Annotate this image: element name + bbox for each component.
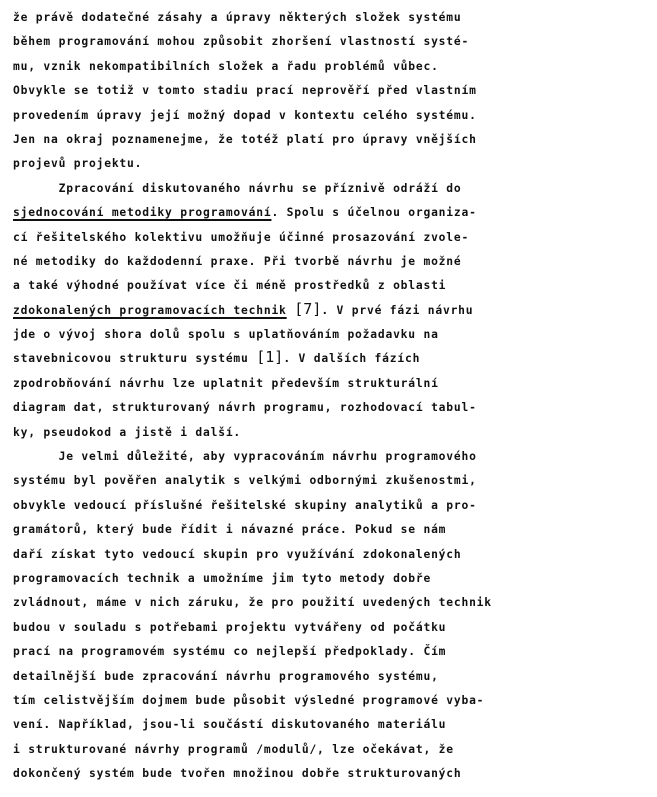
text-segment: cí řešitelského kolektivu umožňuje účinné prosazování zvole- [13, 230, 470, 244]
text-segment: dokončený systém bude tvořen množinou dobře strukturovaných [13, 767, 462, 781]
text-segment: . V dalších fázích [283, 352, 421, 366]
text-segment: že právě dodatečné zásahy a úpravy některých složek systému [13, 11, 462, 24]
text-line [13, 713, 645, 737]
text-segment: Zpracování diskutovaného návrhu se příznivě odráží do [13, 181, 462, 195]
text-line [13, 30, 645, 54]
text-segment: a také výhodné používat více či méně prostředků z oblasti [13, 279, 447, 293]
text-segment: vení. Například, jsou-li součástí diskutovaného materiálu [13, 718, 447, 732]
text-segment: zvládnout, máme v nich záruku, že pro použití uvedených technik [13, 596, 492, 610]
text-segment: prací na programovém systému co nejlepší předpoklady. Čím [13, 645, 447, 659]
text-line [13, 250, 645, 274]
text-line [13, 689, 645, 713]
text-segment: projevů projektu. [13, 157, 143, 171]
citation-reference: [1] [256, 348, 284, 367]
text-segment: mu, vznik nekompatibilních složek a řadu problémů vůbec. [13, 59, 439, 73]
text-segment: tím celistvějším dojmem bude působit výsledné programové vyba- [13, 693, 485, 707]
text-segment: daří získat tyto vedoucí skupin pro využívání zdokonalených [13, 547, 462, 561]
text-segment: Je velmi důležité, aby vypracováním návrhu programového [13, 450, 477, 464]
text-line [13, 762, 645, 786]
text-segment: provedením úpravy její možný dopad v kontextu celého systému. [13, 108, 477, 122]
text-line [13, 79, 645, 103]
text-line [13, 567, 645, 591]
text-segment: systému byl pověřen analytik s velkými odbornými zkušenostmi, [13, 474, 477, 488]
text-line [13, 494, 645, 518]
text-line [13, 640, 645, 664]
text-line [13, 152, 645, 176]
text-line [13, 738, 645, 762]
text-line [13, 55, 645, 79]
document-body-text [13, 6, 645, 787]
text-segment: Obvykle se totiž v tomto stadiu prací neprověří před vlastním [13, 84, 477, 98]
text-line [13, 518, 645, 542]
underlined-phrase: sjednocování metodiky programování [13, 206, 272, 220]
text-line [13, 299, 645, 323]
text-line [13, 6, 645, 30]
text-line [13, 543, 645, 567]
text-line [13, 226, 645, 250]
citation-reference: [7] [294, 299, 322, 318]
text-segment: gramátorů, který bude řídit i návazné práce. Pokud se nám [13, 523, 447, 537]
text-segment: . V prvé fázi návrhu [321, 303, 474, 317]
text-segment: diagram dat, strukturovaný návrh programu, rozhodovací tabul- [13, 401, 477, 415]
underlined-phrase: zdokonalených programovacích technik [13, 303, 287, 317]
text-line [13, 104, 645, 128]
text-line [13, 421, 645, 445]
text-line [13, 591, 645, 615]
text-segment: jde o vývoj shora dolů spolu s uplatňováním požadavku na [13, 328, 439, 342]
text-line [13, 445, 645, 469]
text-segment: . Spolu s účelnou organiza- [271, 206, 477, 220]
text-line [13, 128, 645, 152]
text-segment [287, 304, 295, 317]
text-segment: stavebnicovou strukturu systému [13, 352, 257, 366]
text-segment: detailnější bude zpracování návrhu programového systému, [13, 669, 439, 683]
text-line [13, 396, 645, 420]
text-segment: během programování mohou způsobit zhoršení vlastností systé- [13, 35, 470, 49]
text-segment: obvykle vedoucí příslušné řešitelské skupiny analytiků a pro- [13, 498, 477, 512]
text-segment: i strukturované návrhy programů /modulů/, lze očekávat, že [13, 742, 454, 756]
text-segment: né metodiky do každodenní praxe. Při tvorbě návrhu je možné [13, 254, 462, 268]
text-line [13, 616, 645, 640]
text-line [13, 177, 645, 201]
text-segment: programovacích technik a umožníme jim tyto metody dobře [13, 571, 432, 585]
text-line [13, 469, 645, 493]
text-line [13, 274, 645, 298]
text-segment: zpodrobňování návrhu lze uplatnit především strukturální [13, 376, 439, 390]
text-segment: ky, pseudokod a jistě i další. [13, 425, 242, 439]
text-line [13, 665, 645, 689]
text-segment: budou v souladu s potřebami projektu vytvářeny od počátku [13, 620, 447, 634]
text-segment: Jen na okraj poznamenejme, že totéž platí pro úpravy vnějších [13, 132, 477, 146]
text-line [13, 323, 645, 347]
text-line [13, 347, 645, 371]
text-line [13, 372, 645, 396]
text-line [13, 201, 645, 225]
